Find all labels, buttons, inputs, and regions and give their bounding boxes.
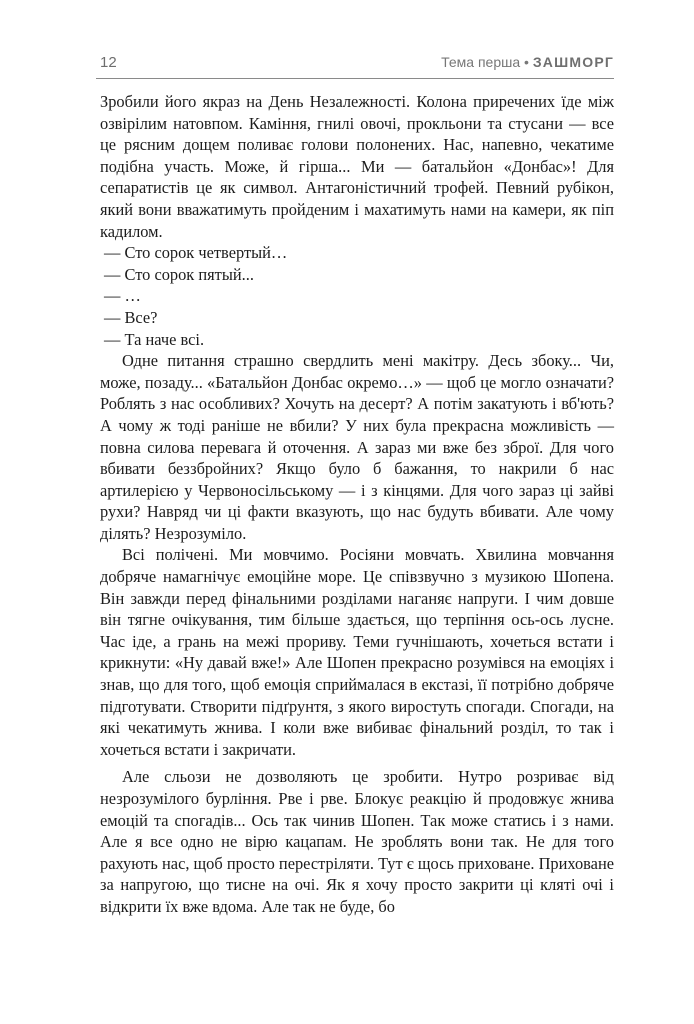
chapter-title: ЗАШМОРГ <box>532 54 614 70</box>
section-title: Тема перша <box>441 54 521 70</box>
running-head <box>441 54 614 70</box>
dialog-line: — Все? <box>104 307 158 327</box>
page-number: 12 <box>100 54 117 71</box>
paragraph: Але сльози не дозволяють це зробити. Нутро розриває від незрозумілого бурління. Рве і рве. Блокує реакцію й продовжує жнива емоцій та спогадів... Ось так чинив Шопен. Так може статись і з нами. Але я все одно не вірю кацапам. Не зроблять вони так. Не для того рахують нас, щоб просто перестріляти. Тут є щось приховане. Приховане за напругою, що тисне на очі. Як я хочу просто закрити ці кляті очі і відкрити їх вже вдома. Але так не буде, бо <box>100 767 614 916</box>
dialog-line: — Сто сорок пятый... <box>104 264 254 284</box>
paragraph: Одне питання страшно свердлить мені макітру. Десь збоку... Чи, може, позаду... «Батальйон Донбас окремо…» — щоб це могло означати? Роблять з нас особливих? Хочуть на десерт? А потім закатують і вб'ють? А чому ж тоді раніше не вбили? У них була прекрасна можливість — повна силова перевага й оточення. А зараз ми вже без зброї. Для чого вбивати беззбройних? Якщо було б бажання, то накрили б нас артилерією у Червоносільському — і з кінцями. Для чого зараз ці зайві рухи? Навряд чи ці факти вказують, що нас будуть вбивати. Але чому ділять? Незрозуміло. <box>100 351 614 543</box>
paragraph: Зробили його якраз на День Незалежності. Колона приречених їде між озвірілим натовпом. Каміння, гнилі овочі, прокльони та стусани — все це рясним дощем поливає голови полонених. Нас, напевно, чекатиме подібна участь. Може, й гірша... Ми — батальйон «Донбас»! Для сепаратистів це як символ. Антагоністичний трофей. Певний рубікон, який вони вважатимуть пройденим і махатимуть нами на камери, як піп кадилом. <box>100 92 614 241</box>
header-separator: • <box>524 54 529 70</box>
dialog-line: — … <box>104 286 141 306</box>
dialog-line: — Та наче всі. <box>104 329 205 349</box>
paragraph: Всі полічені. Ми мовчимо. Росіяни мовчать. Хвилина мовчання добряче намагнічує емоційне море. Це співзвучно з музикою Шопена. Він завжди перед фінальними розділами наганяє напруги. І чим довше він тягне очікування, тим більше здається, що терпіння ось-ось лусне. Час іде, а грань на межі прориву. Теми гучнішають, хочеться встати і крикнути: «Ну давай вже!» Але Шопен прекрасно розумівся на емоціях і знав, що для того, щоб емоція сприймалася в екстазі, її потрібно добряче підготувати. Створити підґрунтя, з якого виростуть спогади. Спогади, на які чекатимуть жнива. І коли вже вибиває фінальний розділ, то так і хочеться встати і закричати. <box>100 545 614 759</box>
header-rule <box>96 78 614 79</box>
body-text <box>100 91 614 918</box>
dialog-line: — Сто сорок четвертый… <box>104 243 288 263</box>
page-header <box>96 54 614 76</box>
